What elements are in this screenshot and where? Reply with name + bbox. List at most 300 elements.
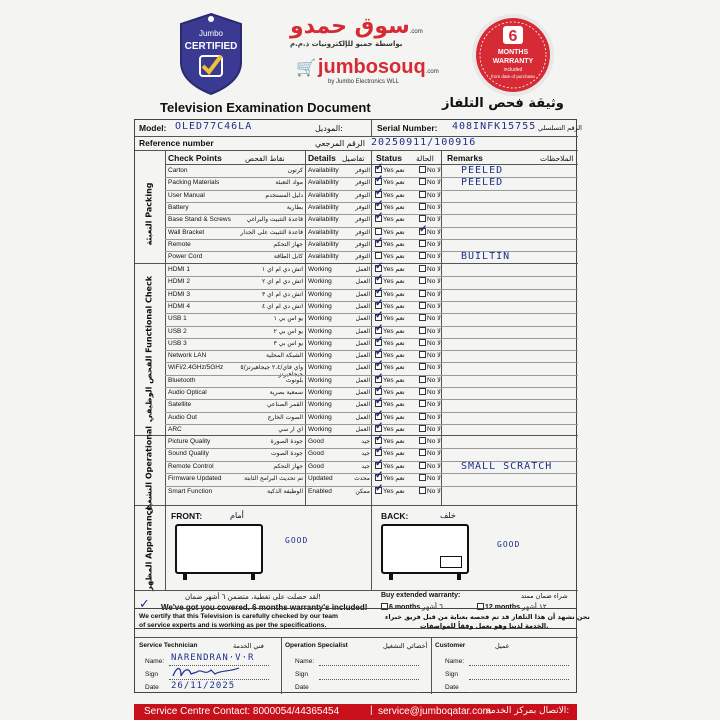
check-point: HDMI 4: [168, 302, 191, 310]
checkbox-icon: [419, 277, 426, 284]
check-point-ar: جودة الصورة: [270, 438, 303, 445]
status-no-checkbox[interactable]: No لا: [419, 376, 441, 384]
checkbox-icon: [419, 240, 426, 247]
checkbox-icon: [375, 388, 382, 395]
detail: Good: [308, 438, 324, 445]
remark-value[interactable]: BUILTIN: [461, 251, 511, 263]
status-no-checkbox[interactable]: No لا: [419, 339, 441, 347]
section-operational: التشغيل Operational: [144, 425, 154, 515]
col-status-ar: الحالة: [416, 154, 434, 163]
section-appearance: المظهر Appearance: [144, 504, 154, 591]
checkbox-icon: [375, 437, 382, 444]
status-yes-checkbox[interactable]: ✓ Yes نعم: [375, 425, 405, 433]
contact-email[interactable]: service@jumboqatar.com: [378, 706, 491, 717]
check-point-ar: الشبكة المحلية: [266, 352, 303, 360]
detail-ar: العمل: [355, 364, 370, 372]
status-yes-checkbox[interactable]: ✓ Yes نعم: [375, 327, 405, 335]
checkbox-icon: [375, 413, 382, 420]
check-point: USB 3: [168, 339, 187, 347]
checkbox-icon: [375, 339, 382, 346]
checklist-row: [165, 289, 578, 301]
detail-ar: جيد: [361, 450, 370, 458]
serial-value[interactable]: 408INFK15755: [452, 121, 537, 132]
serial-label: Serial Number:: [377, 123, 438, 133]
detail-ar: العمل: [355, 327, 370, 335]
status-no-checkbox[interactable]: No لا: [419, 178, 441, 186]
status-yes-checkbox[interactable]: ✓ Yes نعم: [375, 449, 405, 457]
check-point-ar: اتش دي ام اي ٤: [262, 302, 303, 310]
checkbox-icon: [419, 351, 426, 358]
detail: Working: [308, 290, 332, 298]
checklist-row: [165, 375, 578, 387]
check-point-ar: الوظيفة الذكية: [267, 487, 303, 495]
operation-specialist-label-ar: أخصائي التشغيل: [383, 642, 428, 650]
detail-ar: العمل: [355, 376, 370, 384]
check-point-ar: القمر الصناعي: [266, 401, 303, 409]
check-point: Sound Quality: [168, 450, 209, 458]
check-point-ar: جهاز التحكم: [273, 462, 303, 470]
section-packing: التعبئة Packing: [144, 182, 154, 245]
checklist-row: [165, 412, 578, 424]
detail-ar: جيد: [361, 462, 370, 470]
check-point: Audio Out: [168, 413, 197, 421]
checkbox-icon: [375, 277, 382, 284]
check-point-ar: الصوت الخارج: [267, 413, 303, 421]
status-no-checkbox[interactable]: No لا: [419, 449, 441, 457]
detail-ar: التوفر: [355, 167, 370, 174]
checklist-row: [165, 326, 578, 338]
checklist-row: [165, 165, 578, 177]
status-yes-checkbox[interactable]: ✓ Yes نعم: [375, 290, 405, 298]
status-no-checkbox[interactable]: No لا: [419, 252, 441, 260]
contact-label-ar: الاتصال بمركز الخدمة:: [486, 706, 570, 716]
jumbo-certified-badge: [178, 12, 244, 96]
detail: Working: [308, 352, 332, 360]
status-no-checkbox[interactable]: No لا: [419, 474, 441, 482]
col-remarks: Remarks: [447, 153, 483, 163]
check-point: Satellite: [168, 401, 192, 409]
jumbosouq-logo: 🛒 jumbosouq.com by Jumbo Electronics WLL: [296, 56, 439, 85]
checkbox-icon: [375, 376, 382, 383]
check-point-ar: اتش دي ام اي ٣: [262, 290, 303, 298]
warranty-12-months-option[interactable]: 12 months ١٢ أشهر: [477, 603, 547, 611]
check-point-ar: اتش دي ام اي ١: [262, 266, 303, 273]
status-no-checkbox[interactable]: No لا: [419, 203, 441, 211]
col-check-points: Check Points: [168, 153, 222, 163]
status-yes-checkbox[interactable]: ✓ Yes نعم: [375, 314, 405, 322]
remark-value[interactable]: PEELED: [461, 177, 504, 189]
detail-ar: العمل: [355, 266, 370, 273]
detail: Availability: [308, 191, 339, 199]
checklist-row: [165, 301, 578, 313]
checkbox-icon: [419, 339, 426, 346]
check-point: HDMI 3: [168, 290, 191, 298]
front-label: FRONT:: [171, 511, 203, 521]
svg-text:MONTHS: MONTHS: [497, 49, 529, 56]
status-yes-checkbox[interactable]: ✓ Yes نعم: [375, 191, 405, 199]
checkbox-icon: [375, 265, 382, 272]
status-yes-checkbox[interactable]: ✓ Yes نعم: [375, 178, 405, 186]
check-point: Remote Control: [168, 462, 214, 470]
detail: Working: [308, 278, 332, 286]
status-no-checkbox[interactable]: No لا: [419, 314, 441, 322]
checkbox-icon: [419, 487, 426, 494]
check-point: Carton: [168, 167, 188, 174]
checkbox-icon: [375, 166, 382, 173]
detail: Enabled: [308, 487, 332, 495]
status-yes-checkbox[interactable]: ✓ Yes نعم: [375, 265, 405, 273]
check-point-ar: سمعية بصرية: [269, 389, 303, 396]
checklist-row: [165, 399, 578, 411]
checklist-row: [165, 276, 578, 288]
checkbox-icon: [375, 314, 382, 321]
checklist-row: [165, 350, 578, 362]
status-yes-checkbox[interactable]: ✓ Yes نعم: [375, 240, 405, 248]
tv-front-diagram: [175, 524, 263, 574]
checkbox-icon: [419, 474, 426, 481]
status-no-checkbox[interactable]: No لا: [419, 215, 441, 223]
check-point: Firmware Updated: [168, 475, 222, 483]
status-no-checkbox[interactable]: No لا: [419, 425, 441, 433]
contact-phone: Service Centre Contact: 8000054/44365454: [144, 706, 340, 717]
check-point-ar: كرتون: [287, 167, 303, 174]
checkbox-icon: [419, 449, 426, 456]
check-point: Base Stand & Screws: [168, 216, 231, 224]
cart-icon: 🛒: [296, 60, 316, 77]
checklist-row: [165, 473, 578, 485]
checkbox-icon: [375, 203, 382, 210]
detail: Working: [308, 364, 332, 372]
checklist-row: [165, 486, 578, 498]
status-yes-checkbox[interactable]: ✓ Yes نعم: [375, 413, 405, 421]
detail: Working: [308, 389, 332, 396]
section-functional-check: الفحص الوظيفي Functional Check: [144, 275, 154, 423]
status-yes-checkbox[interactable]: ✓ Yes نعم: [375, 351, 405, 359]
detail: Working: [308, 315, 332, 323]
detail-ar: العمل: [355, 302, 370, 310]
status-yes-checkbox[interactable]: ✓ Yes نعم: [375, 376, 405, 384]
col-check-points-ar: نقاط الفحص: [245, 154, 285, 163]
checklist-row: [165, 190, 578, 202]
detail: Availability: [308, 253, 339, 261]
checkbox-icon: [375, 400, 382, 407]
check-point-ar: يو اس بي ١: [273, 315, 303, 323]
status-no-checkbox[interactable]: No لا: [419, 487, 441, 495]
checkbox-icon: [375, 363, 382, 370]
operation-specialist-label: Operation Specialist: [285, 642, 348, 649]
status-yes-checkbox[interactable]: Yes نعم: [375, 228, 405, 236]
status-yes-checkbox[interactable]: ✓ Yes نعم: [375, 462, 405, 470]
detail-ar: ممكن: [355, 487, 370, 495]
certify-text-ar-2: الخدمة لدينا وهو يعمل وفقاً للمواصفات.: [420, 622, 549, 630]
detail: Availability: [308, 228, 339, 236]
checkbox-icon: [375, 487, 382, 494]
detail-ar: العمل: [355, 389, 370, 396]
detail-ar: العمل: [355, 352, 370, 360]
status-no-checkbox[interactable]: ✓ No لا: [419, 228, 441, 236]
status-no-checkbox[interactable]: No لا: [419, 327, 441, 335]
checkbox-icon: [419, 413, 426, 420]
checklist-row: [165, 239, 578, 251]
checkbox-icon: [419, 437, 426, 444]
check-point-ar: تم تحديث البرامج الثابتة: [244, 475, 303, 483]
checkbox-icon: [419, 178, 426, 185]
status-yes-checkbox[interactable]: ✓ Yes نعم: [375, 363, 405, 371]
remark-value[interactable]: PEELED: [461, 165, 504, 176]
certify-text-en-2: of service experts and is working as per the specifications.: [139, 622, 327, 629]
checkbox-icon: [419, 388, 426, 395]
detail-ar: محدث: [354, 475, 370, 483]
check-point: Power Cord: [168, 253, 203, 261]
souq-hamdo-logo: سوق حمدو.com بواسطة جمبو للإلكترونيات ذ.م.م: [290, 14, 423, 48]
detail-ar: جيد: [361, 438, 370, 445]
document-title-en: Television Examination Document: [160, 100, 371, 115]
check-point: HDMI 1: [168, 266, 191, 273]
detail: Working: [308, 266, 332, 273]
checkbox-icon: [419, 265, 426, 272]
checklist-row: [165, 362, 578, 379]
check-point: HDMI 2: [168, 278, 191, 286]
check-point: Audio Optical: [168, 389, 207, 396]
check-point: Remote: [168, 240, 191, 248]
col-details: Details: [308, 153, 336, 163]
detail-ar: التوفر: [355, 179, 370, 187]
checkbox-icon: [419, 327, 426, 334]
checkbox-icon: [419, 425, 426, 432]
checkbox-icon: [375, 191, 382, 198]
back-label-ar: خلف: [440, 511, 456, 520]
status-yes-checkbox[interactable]: ✓ Yes نعم: [375, 166, 405, 174]
detail: Working: [308, 401, 332, 409]
status-no-checkbox[interactable]: No لا: [419, 351, 441, 359]
check-point: Packing Materials: [168, 179, 220, 187]
detail-ar: العمل: [355, 413, 370, 421]
detail: Availability: [308, 179, 339, 187]
status-yes-checkbox[interactable]: ✓ Yes نعم: [375, 487, 405, 495]
detail-ar: التوفر: [355, 191, 370, 199]
back-label: BACK:: [381, 511, 409, 521]
checklist-row: [165, 436, 578, 448]
detail-ar: التوفر: [355, 203, 370, 211]
checkbox-icon: [375, 474, 382, 481]
detail-ar: التوفر: [355, 240, 370, 248]
status-yes-checkbox[interactable]: ✓ Yes نعم: [375, 277, 405, 285]
reference-label-ar: الرقم المرجعي: [315, 139, 365, 148]
tv-back-diagram: [381, 524, 469, 574]
checklist-row: [165, 461, 578, 473]
svg-text:CERTIFIED: CERTIFIED: [184, 41, 238, 52]
detail-ar: التوفر: [355, 216, 370, 224]
checkbox-icon: [419, 228, 426, 235]
tick-icon: ✓: [139, 596, 150, 611]
check-point-ar: مواد التعبئة: [275, 179, 303, 187]
check-point-ar: يو اس بي ٢: [273, 327, 303, 335]
front-condition[interactable]: GOOD: [285, 536, 309, 545]
front-label-ar: أمام: [230, 511, 244, 520]
svg-text:WARRANTY: WARRANTY: [492, 58, 534, 65]
examination-form: [134, 119, 582, 629]
checkbox-icon: [375, 290, 382, 297]
status-no-checkbox[interactable]: No لا: [419, 265, 441, 273]
customer-label: Customer: [435, 642, 466, 649]
status-yes-checkbox[interactable]: ✓ Yes نعم: [375, 400, 405, 408]
detail-ar: التوفر: [355, 228, 370, 236]
checkbox-icon: [419, 363, 426, 370]
checkbox-icon: [419, 191, 426, 198]
detail: Good: [308, 450, 324, 458]
status-no-checkbox[interactable]: No لا: [419, 240, 441, 248]
warranty-text-ar: لقد حصلت على تغطية، متضمن ٦ أشهر ضمان!: [185, 593, 322, 601]
col-details-ar: تفاصيل: [342, 154, 365, 163]
detail: Availability: [308, 203, 339, 211]
warranty-seal: [470, 12, 556, 98]
model-label: Model:: [139, 123, 167, 133]
status-yes-checkbox[interactable]: ✓ Yes نعم: [375, 437, 405, 445]
technician-signature[interactable]: [171, 664, 241, 680]
reference-label: Reference number: [139, 138, 214, 148]
status-yes-checkbox[interactable]: ✓ Yes نعم: [375, 302, 405, 310]
svg-text:6: 6: [508, 28, 518, 45]
check-point-ar: قاعدة التثبيت على الجدار: [240, 228, 303, 236]
checkbox-icon: [419, 302, 426, 309]
check-point: USB 2: [168, 327, 187, 335]
certify-text-ar-1: نحن نشهد أن هذا التلفاز قد تم فحصه بعناية من قبل فريق خبراء: [385, 613, 590, 621]
service-contact-bar: Service Centre Contact: 8000054/44365454 | service@jumboqatar.com الاتصال بمركز الخدمة:: [134, 704, 577, 720]
checkbox-icon: [419, 166, 426, 173]
check-point: Network LAN: [168, 352, 207, 360]
check-point-ar: جهاز التحكم: [273, 240, 303, 248]
detail: Good: [308, 462, 324, 470]
status-no-checkbox[interactable]: No لا: [419, 290, 441, 298]
technician-name[interactable]: NARENDRAN·V·R: [171, 653, 255, 663]
reference-value[interactable]: 20250911/100916: [371, 137, 477, 148]
technician-date[interactable]: 26/11/2025: [171, 681, 236, 691]
checkbox-icon: [375, 302, 382, 309]
checkbox-icon: [375, 462, 382, 469]
extended-warranty-label-ar: شراء ضمان ممتد: [521, 592, 568, 600]
check-point: Bluetooth: [168, 376, 196, 384]
checklist-row: [165, 313, 578, 325]
check-point: Battery: [168, 203, 189, 211]
check-point: ARC: [168, 425, 182, 433]
model-value[interactable]: OLED77C46LA: [175, 121, 253, 132]
checkbox-icon: [375, 178, 382, 185]
detail-ar: العمل: [355, 315, 370, 323]
extended-warranty-label: Buy extended warranty:: [381, 592, 461, 599]
warranty-text-en: We've got you covered. 6 months warranty's included!: [161, 603, 368, 612]
checklist-row: [165, 227, 578, 239]
checkbox-icon: [419, 400, 426, 407]
svg-text:from date of purchase: from date of purchase: [491, 74, 535, 79]
svg-text:included: included: [503, 67, 523, 73]
detail: Updated: [308, 475, 333, 483]
check-point-ar: قاعدة التثبيت والبراغي: [246, 216, 303, 224]
detail: Availability: [308, 240, 339, 248]
model-label-ar: الموديل:: [315, 124, 343, 133]
serial-label-ar: الرقم التسلسلي: [538, 124, 582, 132]
checklist-row: [165, 424, 578, 436]
detail-ar: العمل: [355, 401, 370, 409]
checklist-row: [165, 448, 578, 460]
status-no-checkbox[interactable]: No لا: [419, 400, 441, 408]
status-no-checkbox[interactable]: No لا: [419, 277, 441, 285]
check-point-ar: اي ار سي: [278, 425, 303, 433]
check-point: Picture Quality: [168, 438, 211, 445]
service-technician-label-ar: فني الخدمة: [233, 642, 264, 650]
checkbox-icon: [375, 252, 382, 259]
status-no-checkbox[interactable]: No لا: [419, 302, 441, 310]
checkbox-icon: [419, 376, 426, 383]
detail: Working: [308, 376, 332, 384]
detail-ar: التوفر: [355, 253, 370, 261]
status-yes-checkbox[interactable]: ✓ Yes نعم: [375, 339, 405, 347]
status-yes-checkbox[interactable]: Yes نعم: [375, 252, 405, 260]
checkbox-icon: [375, 215, 382, 222]
status-yes-checkbox[interactable]: ✓ Yes نعم: [375, 203, 405, 211]
check-point: WiFi/2.4GHz/5GHz: [168, 364, 224, 372]
check-point-ar: يو اس بي ٣: [273, 339, 303, 347]
status-yes-checkbox[interactable]: ✓ Yes نعم: [375, 474, 405, 482]
check-point-ar: اتش دي ام اي ٢: [262, 278, 303, 286]
svg-text:Jumbo: Jumbo: [198, 29, 224, 38]
checklist-row: [165, 177, 578, 189]
checkbox-icon: [419, 252, 426, 259]
detail: Working: [308, 413, 332, 421]
detail-ar: العمل: [355, 290, 370, 298]
status-yes-checkbox[interactable]: ✓ Yes نعم: [375, 215, 405, 223]
status-no-checkbox[interactable]: No لا: [419, 437, 441, 445]
check-point: User Manual: [168, 191, 205, 199]
detail-ar: العمل: [355, 278, 370, 286]
warranty-6-months-option[interactable]: 6 months ٦ أشهر: [381, 603, 443, 611]
checkbox-icon: [419, 314, 426, 321]
customer-label-ar: عميل: [495, 642, 510, 650]
checklist-row: [165, 202, 578, 214]
checklist-row: [165, 264, 578, 276]
check-point-ar: بطارية: [286, 203, 303, 211]
status-no-checkbox[interactable]: No لا: [419, 462, 441, 470]
checkbox-icon: [375, 327, 382, 334]
checkbox-icon: [419, 215, 426, 222]
checklist-row: [165, 251, 578, 263]
detail: Availability: [308, 167, 339, 174]
checklist-row: [165, 387, 578, 399]
col-remarks-ar: الملاحظات: [540, 154, 574, 163]
checkbox-icon: [419, 290, 426, 297]
remark-value[interactable]: SMALL SCRATCH: [461, 460, 553, 472]
status-no-checkbox[interactable]: No لا: [419, 388, 441, 396]
detail-ar: العمل: [355, 339, 370, 347]
checkbox-icon: [419, 203, 426, 210]
check-point-ar: دليل المستخدم: [265, 191, 303, 199]
status-no-checkbox[interactable]: No لا: [419, 363, 441, 371]
checklist-row: [165, 338, 578, 350]
checkbox-icon: [375, 228, 382, 235]
checkbox-icon: [419, 462, 426, 469]
checklist-row: [165, 214, 578, 226]
status-yes-checkbox[interactable]: ✓ Yes نعم: [375, 388, 405, 396]
status-no-checkbox[interactable]: No لا: [419, 166, 441, 174]
status-no-checkbox[interactable]: No لا: [419, 413, 441, 421]
check-point: Wall Bracket: [168, 228, 205, 236]
check-point-ar: واي فاي/٢.٤ جيجاهيرتز/٥ جيجاهيرتز: [240, 364, 303, 379]
detail: Working: [308, 425, 332, 433]
service-technician-label: Service Technician: [139, 642, 198, 649]
status-no-checkbox[interactable]: No لا: [419, 191, 441, 199]
back-condition[interactable]: GOOD: [497, 540, 521, 549]
checkbox-icon: [375, 425, 382, 432]
check-point: Smart Function: [168, 487, 213, 495]
